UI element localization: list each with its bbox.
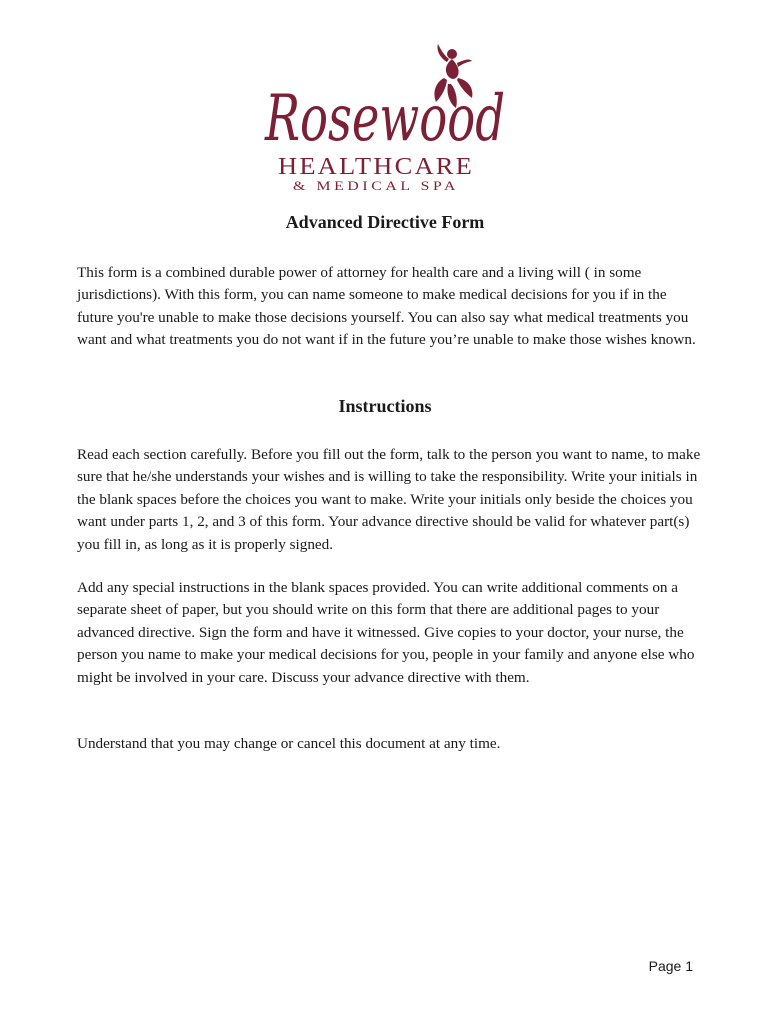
logo-medical-spa-text: & MEDICAL SPA xyxy=(293,178,459,193)
instructions-paragraph-3: Understand that you may change or cancel this document at any time. xyxy=(77,735,501,752)
instructions-paragraph-2: Add any special instructions in the blank spaces provided. You can write additional comments on a separate sheet of paper, but you should write on this form that there are additional pages to your advanced directive. Sign the form and have it witnessed. Give copies to your doctor, your nurse, the person you name to make your medical decisions for you, people in your family and anyone else who might be involved in your care. Discuss your advance directive with them. xyxy=(77,579,695,686)
company-logo xyxy=(0,40,770,200)
instructions-paragraph-1: Read each section carefully. Before you fill out the form, talk to the person you want to name, to make sure that he/she understands your wishes and is willing to take the responsibility. Write your initials in the blank spaces before the choices you want to make. Write your initials only beside the choices you want under parts 1, 2, and 3 of this form. Your advance directive should be valid for whatever part(s) you fill in, as long as it is properly signed. xyxy=(77,446,701,553)
page-number: Page 1 xyxy=(648,958,693,974)
instructions-heading: Instructions xyxy=(338,396,432,416)
logo-graphic xyxy=(0,40,770,200)
logo-healthcare-text: HEALTHCARE xyxy=(278,154,474,180)
document-title: Advanced Directive Form xyxy=(285,212,485,232)
logo-brand-name: Rosewood xyxy=(264,82,505,156)
intro-paragraph: This form is a combined durable power of attorney for health care and a living will ( in some jurisdictions). With this form, you can name someone to make medical decisions for you if in the future you're unable to make those decisions yourself. You can also say what medical treatments you want and what treatments you do not want if in the future you’re unable to make those wishes known. xyxy=(77,264,696,349)
